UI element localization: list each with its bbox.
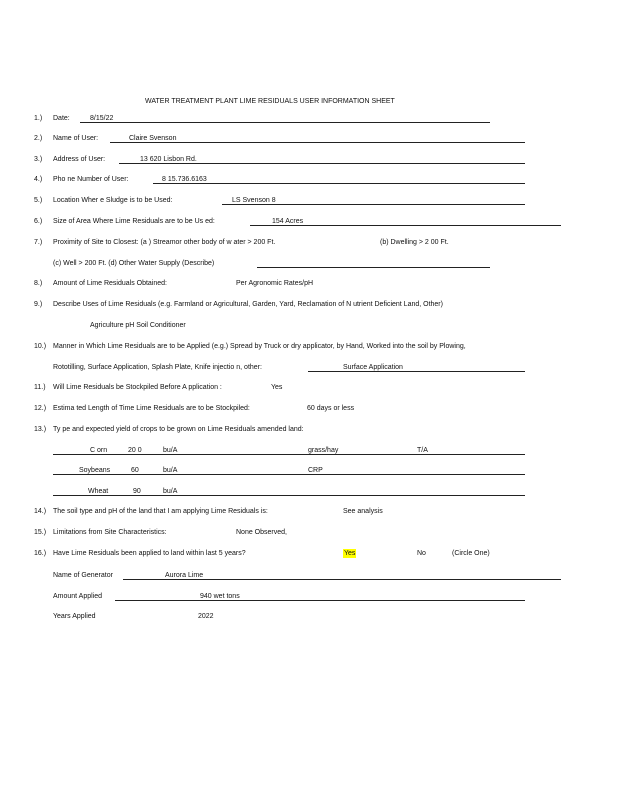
length-value: 60 days or less <box>307 405 355 412</box>
crop-name-2: grass/hay <box>308 447 339 454</box>
date-label: Date: <box>53 115 70 122</box>
previous-no: No <box>417 550 426 557</box>
crop-name-2: CRP <box>308 467 323 474</box>
crop-yield-2: T/A <box>417 447 428 454</box>
size-line <box>250 225 561 226</box>
amount-value: Per Agronomic Rates/pH <box>236 280 314 287</box>
name-line <box>110 142 525 143</box>
page-title: WATER TREATMENT PLANT LIME RESIDUALS USER INFORMATION SHEET <box>145 98 395 105</box>
item-number: 11.) <box>34 384 46 391</box>
name-label: Name of User: <box>53 135 99 142</box>
crop-yield: 90 <box>133 488 141 495</box>
limitations-value: None Observed, <box>236 529 287 536</box>
crop-name: C orn <box>90 447 108 454</box>
item-number: 15.) <box>34 529 47 536</box>
stockpiled-label: Will Lime Residuals be Stockpiled Before A pplication : <box>53 384 222 391</box>
size-label: Size of Area Where Lime Residuals are to be Us ed: <box>53 218 215 225</box>
stockpiled-value: Yes <box>271 384 283 391</box>
years-applied-value: 2022 <box>198 613 214 620</box>
amount-label: Amount of Lime Residuals Obtained: <box>53 280 168 287</box>
describe-label: Describe Uses of Lime Residuals (e.g. Farmland or Agricultural, Garden, Yard, Reclamation of N utrient Deficient Land, Other) <box>53 301 443 308</box>
location-value: LS Svenson 8 <box>232 197 276 204</box>
proximity-label: Proximity of Site to Closest: (a ) Streamor other body of w ater > 200 Ft. <box>53 239 276 246</box>
item-number: 5.) <box>34 197 43 204</box>
item-number: 14.) <box>34 508 47 515</box>
generator-value: Aurora Lime <box>165 572 204 579</box>
item-number: 12.) <box>34 405 47 412</box>
item-number: 8.) <box>34 280 43 287</box>
phone-line <box>153 183 525 184</box>
previous-label: Have Lime Residuals been applied to land within last 5 years? <box>53 550 246 557</box>
describe-value: Agriculture pH Soil Conditioner <box>90 322 186 329</box>
location-line <box>222 204 525 205</box>
crop-unit: bu/A <box>163 467 178 474</box>
amount-applied-line <box>115 600 525 601</box>
item-number: 1.) <box>34 115 43 122</box>
phone-label: Pho ne Number of User: <box>53 176 129 183</box>
crop-unit: bu/A <box>163 447 178 454</box>
amount-applied-label: Amount Applied <box>53 593 103 600</box>
manner-value: Surface Application <box>343 364 403 371</box>
name-value: Claire Svenson <box>129 135 177 142</box>
manner-label: Manner in Which Lime Residuals are to be Applied (e.g.) Spread by Truck or dry applicator, by Hand, Worked into the soil by Plowing, <box>53 343 466 350</box>
address-line <box>119 163 525 164</box>
item-number: 10.) <box>34 343 47 350</box>
crop-yield: 60 <box>131 467 139 474</box>
item-number: 3.) <box>34 156 43 163</box>
address-label: Address of User: <box>53 156 106 163</box>
crop-name: Wheat <box>88 488 109 495</box>
item-number: 7.) <box>34 239 43 246</box>
soil-value: See analysis <box>343 508 383 515</box>
date-value: 8/15/22 <box>90 115 114 122</box>
crop-line <box>53 474 525 475</box>
limitations-label: Limitations from Site Characteristics: <box>53 529 167 536</box>
proximity-dwelling: (b) Dwelling > 2 00 Ft. <box>380 239 449 246</box>
generator-line <box>123 579 561 580</box>
amount-applied-value: 940 wet tons <box>200 593 240 600</box>
item-number: 2.) <box>34 135 43 142</box>
item-number: 13.) <box>34 426 47 433</box>
proximity-well-water: (c) Well > 200 Ft. (d) Other Water Supply (Describe) <box>53 260 215 267</box>
years-applied-label: Years Applied <box>53 613 96 620</box>
soil-label: The soil type and pH of the land that I am applying Lime Residuals is: <box>53 508 268 515</box>
crop-yield: 20 0 <box>128 447 142 454</box>
manner-line <box>308 371 525 372</box>
size-value: 154 Acres <box>272 218 304 225</box>
manner-label-continued: Rototilling, Surface Application, Splash Plate, Knife injectio n, other: <box>53 364 262 371</box>
address-value: 13 620 Lisbon Rd. <box>140 156 197 163</box>
previous-yes-highlighted: Yes <box>344 550 356 557</box>
proximity-describe-line <box>257 267 490 268</box>
crop-line <box>53 454 525 455</box>
item-number: 16.) <box>34 550 47 557</box>
length-label: Estima ted Length of Time Lime Residuals are to be Stockpiled: <box>53 405 250 412</box>
item-number: 9.) <box>34 301 43 308</box>
generator-label: Name of Generator <box>53 572 113 579</box>
item-number: 6.) <box>34 218 43 225</box>
phone-value: 8 15.736.6163 <box>162 176 207 183</box>
previous-circle-one: (Circle One) <box>452 550 490 557</box>
crop-unit: bu/A <box>163 488 178 495</box>
date-line <box>80 122 490 123</box>
crops-label: Ty pe and expected yield of crops to be grown on Lime Residuals amended land: <box>53 426 304 433</box>
location-label: Location Wher e Sludge is to be Used: <box>53 197 173 204</box>
crop-line <box>53 495 525 496</box>
item-number: 4.) <box>34 176 43 183</box>
crop-name: Soybeans <box>79 467 111 474</box>
